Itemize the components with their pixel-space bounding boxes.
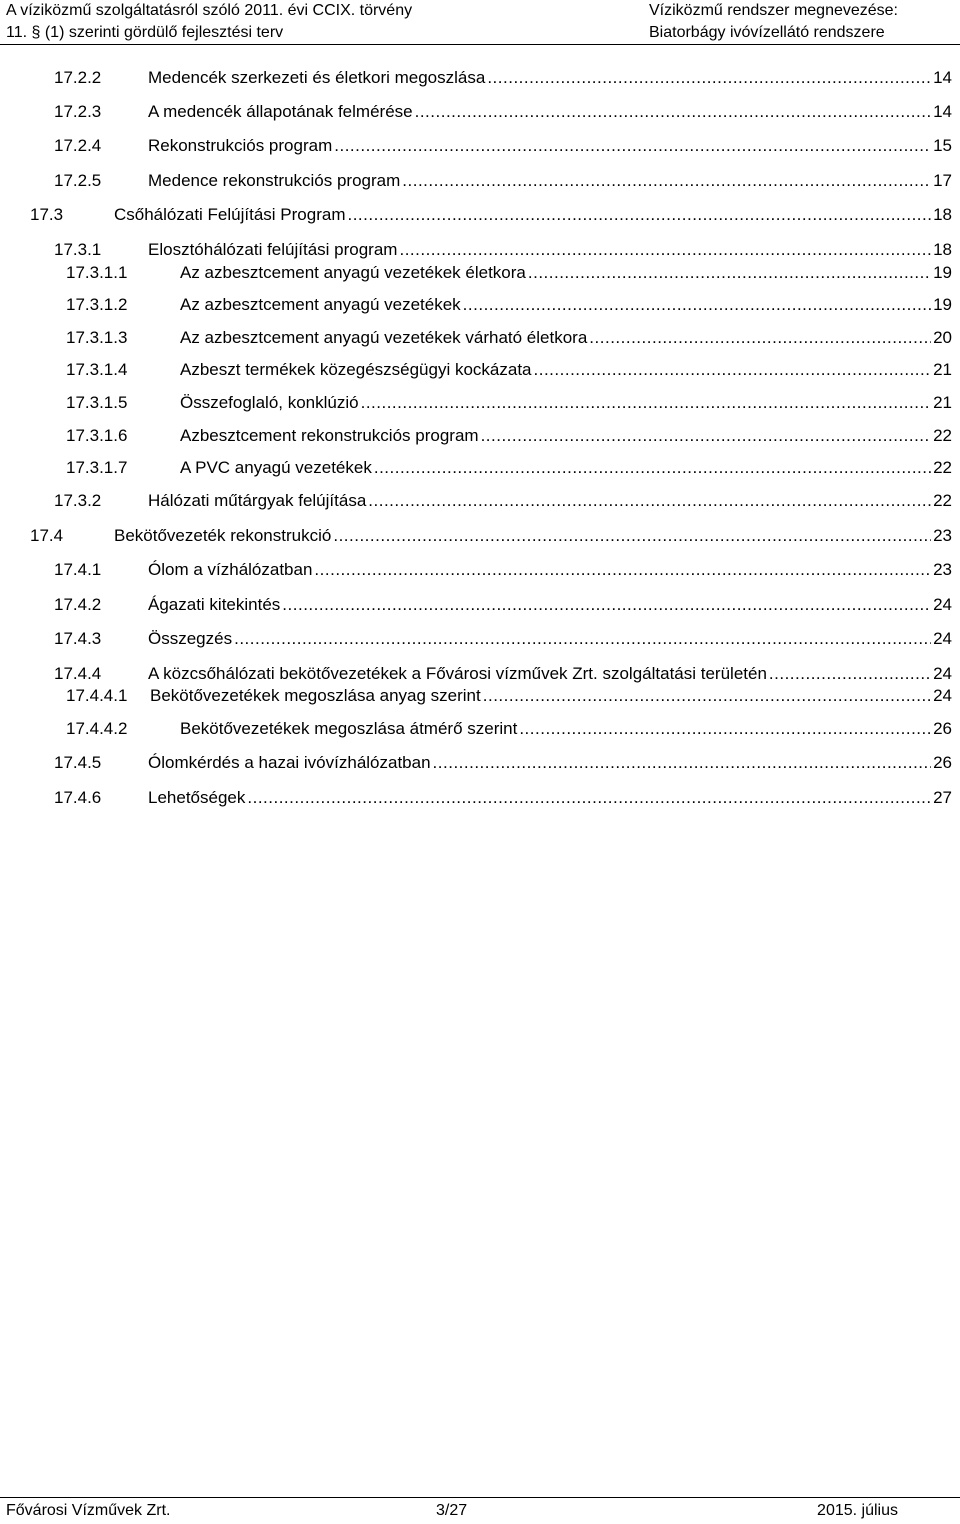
toc-entry-number: 17.3.1.2 [66, 295, 128, 314]
toc-entry-title: Csőhálózati Felújítási Program [114, 205, 346, 224]
toc-entry-title: Ágazati kitekintés [148, 595, 281, 614]
toc-leader-dots [433, 751, 932, 775]
toc-entry-number: 17.4.6 [54, 788, 102, 807]
toc-entry-page: 19 [933, 295, 952, 314]
toc-entry-page: 24 [933, 595, 952, 614]
toc-entry-number: 17.3.1.7 [66, 458, 128, 477]
toc-leader-dots [589, 326, 931, 350]
toc-entry-number: 17.2.4 [54, 136, 102, 155]
toc-entry-page: 27 [933, 788, 952, 807]
toc-entry[interactable] [66, 456, 952, 480]
toc-leader-dots [534, 358, 932, 382]
toc-entry[interactable] [54, 134, 952, 158]
toc-leader-dots [247, 786, 931, 810]
toc-entry-title: A medencék állapotának felmérése [148, 102, 413, 121]
toc-entry-title: Medence rekonstrukciós program [148, 171, 401, 190]
toc-entry-title: Elosztóhálózati felújítási program [148, 240, 398, 259]
header-system-name: Biatorbágy ivóvízellátó rendszere [649, 24, 885, 41]
toc-entry-page: 17 [933, 171, 952, 190]
toc-entry-title: Az azbesztcement anyagú vezetékek életkora [180, 263, 526, 282]
toc-entry-number: 17.3.1.5 [66, 393, 128, 412]
toc-entry-number: 17.3.1.3 [66, 328, 128, 347]
toc-entry-number: 17.4.5 [54, 753, 102, 772]
toc-entry-page: 24 [933, 664, 952, 683]
toc-entry[interactable] [66, 358, 952, 382]
toc-leader-dots [347, 203, 931, 227]
toc-entry-number: 17.2.3 [54, 102, 102, 121]
toc-leader-dots [481, 424, 932, 448]
page-header [0, 0, 960, 45]
toc-entry-page: 24 [933, 686, 952, 705]
toc-entry-page: 22 [933, 426, 952, 445]
toc-entry-title: A közcsőhálózati bekötővezetékek a Fővárosi vízművek Zrt. szolgáltatási területén [148, 664, 767, 683]
toc-entry-page: 26 [933, 719, 952, 738]
toc-entry-page: 18 [933, 205, 952, 224]
toc-entry-page: 24 [933, 629, 952, 648]
toc-entry-number: 17.3.1 [54, 240, 102, 259]
toc-entry-page: 19 [933, 263, 952, 282]
toc-entry-title: A PVC anyagú vezetékek [180, 458, 372, 477]
toc-leader-dots [463, 293, 931, 317]
toc-entry-number: 17.4 [30, 526, 64, 545]
toc-entry-page: 23 [933, 560, 952, 579]
toc-leader-dots [314, 558, 931, 582]
toc-entry-title: Bekötővezetékek megoszlása átmérő szerint [180, 719, 518, 738]
toc-entry[interactable] [66, 717, 952, 741]
footer-page-number: 3/27 [436, 1502, 468, 1519]
toc-entry[interactable] [66, 261, 952, 285]
toc-leader-dots [399, 238, 931, 262]
toc-entry-title: Bekötővezetékek megoszlása anyag szerint [150, 686, 481, 705]
toc-entry[interactable] [54, 489, 952, 513]
toc-leader-dots [368, 489, 931, 513]
header-system-label: Víziközmű rendszer megnevezése: [649, 2, 898, 19]
toc-entry-title: Rekonstrukciós program [148, 136, 333, 155]
toc-entry-title: Azbeszt termékek közegészségügyi kockázata [180, 360, 532, 379]
toc-entry-title: Ólom a vízhálózatban [148, 560, 313, 579]
toc-entry-page: 22 [933, 491, 952, 510]
toc-leader-dots [402, 169, 931, 193]
toc-entry-page: 15 [933, 136, 952, 155]
toc-entry[interactable] [66, 424, 952, 448]
toc-leader-dots [333, 524, 931, 548]
toc-leader-dots [483, 684, 931, 708]
toc-entry[interactable] [54, 558, 952, 582]
toc-entry[interactable] [66, 684, 952, 708]
toc-entry-title: Hálózati műtárgyak felújítása [148, 491, 367, 510]
toc-entry[interactable] [54, 66, 952, 90]
toc-entry-page: 26 [933, 753, 952, 772]
toc-leader-dots [415, 100, 931, 124]
toc-entry-number: 17.3.1.4 [66, 360, 128, 379]
toc-entry-title: Összefoglaló, konklúzió [180, 393, 359, 412]
toc-entry[interactable] [66, 391, 952, 415]
header-left [6, 0, 412, 44]
toc-leader-dots [374, 456, 931, 480]
toc-entry-number: 17.3 [30, 205, 64, 224]
toc-entry-number: 17.3.1.6 [66, 426, 128, 445]
toc-entry-title: Azbesztcement rekonstrukciós program [180, 426, 479, 445]
toc-entry[interactable] [54, 786, 952, 810]
toc-leader-dots [769, 662, 931, 686]
toc-entry-number: 17.3.1.1 [66, 263, 128, 282]
toc-entry-page: 22 [933, 458, 952, 477]
toc-entry[interactable] [54, 627, 952, 651]
toc-entry-title: Az azbesztcement anyagú vezetékek [180, 295, 461, 314]
toc-entry-number: 17.4.3 [54, 629, 102, 648]
toc-entry-page: 14 [933, 68, 952, 87]
toc-entry-number: 17.3.2 [54, 491, 102, 510]
toc-entry-page: 21 [933, 393, 952, 412]
toc-entry[interactable] [54, 593, 952, 617]
toc-entry-page: 20 [933, 328, 952, 347]
toc-entry-title: Medencék szerkezeti és életkori megoszlása [148, 68, 486, 87]
toc-leader-dots [282, 593, 931, 617]
toc-entry-title: Az azbesztcement anyagú vezetékek várható életkora [180, 328, 588, 347]
toc-entry[interactable] [54, 751, 952, 775]
toc-entry-page: 18 [933, 240, 952, 259]
toc-leader-dots [487, 66, 931, 90]
header-plan-title: 11. § (1) szerinti gördülő fejlesztési terv [6, 24, 284, 41]
toc-leader-dots [519, 717, 931, 741]
toc-entry-title: Összegzés [148, 629, 233, 648]
toc-entry[interactable] [54, 238, 952, 262]
toc-entry-number: 17.4.4.1 [66, 686, 128, 705]
toc-entry-page: 23 [933, 526, 952, 545]
toc-leader-dots [334, 134, 931, 158]
toc-entry-number: 17.4.1 [54, 560, 102, 579]
toc-entry[interactable] [54, 169, 952, 193]
toc-leader-dots [528, 261, 931, 285]
toc-entry[interactable] [30, 524, 952, 548]
toc-entry-page: 21 [933, 360, 952, 379]
header-right [649, 0, 898, 44]
toc-entry-title: Ólomkérdés a hazai ivóvízhálózatban [148, 753, 431, 772]
toc-leader-dots [361, 391, 931, 415]
header-law-title: A víziközmű szolgáltatásról szóló 2011. évi CCIX. törvény [6, 2, 413, 19]
toc-leader-dots [234, 627, 931, 651]
toc-entry[interactable] [54, 662, 952, 686]
toc-entry-number: 17.4.4.2 [66, 719, 128, 738]
toc-entry-title: Lehetőségek [148, 788, 246, 807]
footer-company: Fővárosi Vízművek Zrt. [6, 1502, 171, 1519]
footer-date: 2015. július [817, 1502, 898, 1519]
toc-entry[interactable] [30, 203, 952, 227]
toc-entry[interactable] [66, 293, 952, 317]
toc-entry-title: Bekötővezeték rekonstrukció [114, 526, 332, 545]
toc-entry-page: 14 [933, 102, 952, 121]
toc-entry-number: 17.2.2 [54, 68, 102, 87]
toc-entry-number: 17.4.2 [54, 595, 102, 614]
toc-entry-number: 17.2.5 [54, 171, 102, 190]
toc-entry[interactable] [66, 326, 952, 350]
page-footer [0, 1497, 960, 1524]
toc-entry[interactable] [54, 100, 952, 124]
toc-entry-number: 17.4.4 [54, 664, 102, 683]
